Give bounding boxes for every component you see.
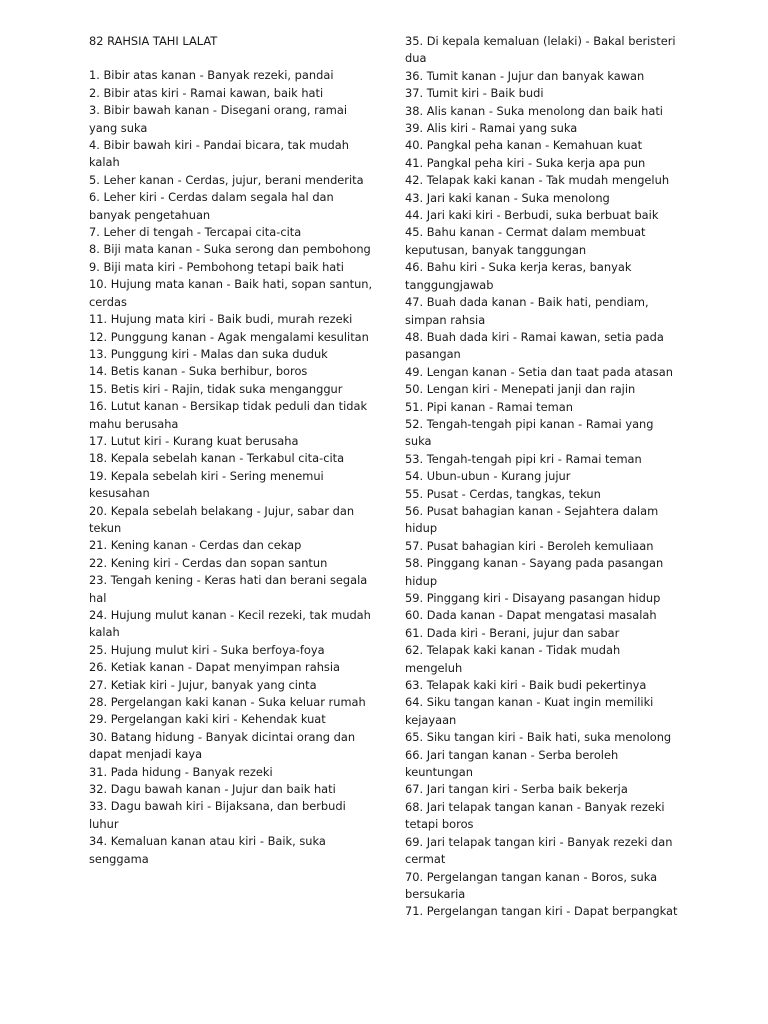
list-item: 7. Leher di tengah - Tercapai cita-cita [89, 225, 302, 240]
list-item: 66. Jari tangan kanan - Serba beroleh keuntungan [405, 747, 619, 780]
list-item: 57. Pusat bahagian kiri - Beroleh kemuliaan [405, 538, 654, 553]
list-item: 46. Bahu kiri - Suka kerja keras, banyak tanggungjawab [405, 260, 632, 292]
list-item: 56. Pusat bahagian kanan - Sejahtera dalam hidup [405, 503, 659, 536]
list-item: 11. Hujung mata kiri - Baik budi, murah rezeki [89, 312, 353, 327]
list-item: 69. Jari telapak tangan kiri - Banyak rezeki dan cermat [405, 834, 673, 867]
list-item: 23. Tengah kening - Keras hati dan berani segala hal [89, 573, 368, 605]
list-item: 64. Siku tangan kanan - Kuat ingin memiliki kejayaan [405, 695, 654, 727]
list-item: 40. Pangkal peha kanan - Kemahuan kuat [405, 138, 643, 153]
list-item: 17. Lutut kiri - Kurang kuat berusaha [89, 433, 299, 448]
list-item: 55. Pusat - Cerdas, tangkas, tekun [405, 486, 601, 501]
list-item: 32. Dagu bawah kanan - Jujur dan baik hati [89, 782, 336, 797]
list-item: 22. Kening kiri - Cerdas dan sopan santun [89, 555, 328, 570]
list-item: 62. Telapak kaki kanan - Tidak mudah mengeluh [405, 643, 621, 675]
list-item: 27. Ketiak kiri - Jujur, banyak yang cinta [89, 677, 317, 692]
list-item: 20. Kepala sebelah belakang - Jujur, sabar dan tekun [89, 503, 355, 535]
list-item: 2. Bibir atas kiri - Ramai kawan, baik hati [89, 85, 324, 100]
list-item: 6. Leher kiri - Cerdas dalam segala hal dan banyak pengetahuan [89, 190, 334, 222]
list-item: 68. Jari telapak tangan kanan - Banyak rezeki tetapi boros [405, 799, 665, 832]
list-item: 61. Dada kiri - Berani, jujur dan sabar [405, 625, 620, 640]
list-item: 31. Pada hidung - Banyak rezeki [89, 764, 273, 779]
list-item: 49. Lengan kanan - Setia dan taat pada atasan [405, 364, 673, 379]
list-item: 51. Pipi kanan - Ramai teman [405, 399, 573, 414]
list-item: 15. Betis kiri - Rajin, tidak suka menganggur [89, 381, 343, 396]
left-entry-list [89, 67, 374, 868]
list-item: 38. Alis kanan - Suka menolong dan baik hati [405, 103, 663, 118]
list-item: 33. Dagu bawah kiri - Bijaksana, dan berbudi luhur [89, 799, 346, 831]
list-item: 34. Kemaluan kanan atau kiri - Baik, suka senggama [89, 834, 326, 866]
list-item: 18. Kepala sebelah kanan - Terkabul cita-cita [89, 451, 345, 466]
list-item: 19. Kepala sebelah kiri - Sering menemui kesusahan [89, 468, 324, 501]
list-item: 28. Pergelangan kaki kanan - Suka keluar rumah [89, 695, 366, 710]
list-item: 30. Batang hidung - Banyak dicintai orang dan dapat menjadi kaya [89, 729, 356, 762]
list-item: 25. Hujung mulut kiri - Suka berfoya-foya [89, 642, 325, 657]
list-item: 50. Lengan kiri - Menepati janji dan rajin [405, 382, 636, 397]
list-item: 37. Tumit kiri - Baik budi [405, 86, 544, 101]
list-item: 16. Lutut kanan - Bersikap tidak peduli dan tidak mahu berusaha [89, 399, 368, 431]
list-item: 14. Betis kanan - Suka berhibur, boros [89, 364, 308, 379]
list-item: 39. Alis kiri - Ramai yang suka [405, 121, 578, 136]
list-item: 24. Hujung mulut kanan - Kecil rezeki, tak mudah kalah [89, 608, 371, 640]
list-item: 54. Ubun-ubun - Kurang jujur [405, 469, 571, 484]
right-column [405, 33, 680, 921]
list-item: 67. Jari tangan kiri - Serba baik bekerja [405, 782, 628, 797]
title-spacer [89, 50, 374, 67]
list-item: 8. Biji mata kanan - Suka serong dan pembohong [89, 242, 371, 257]
list-item: 13. Punggung kiri - Malas dan suka duduk [89, 346, 328, 361]
right-entry-list [405, 33, 680, 921]
list-item: 71. Pergelangan tangan kiri - Dapat berpangkat [405, 904, 678, 919]
list-item: 63. Telapak kaki kiri - Baik budi pekertinya [405, 678, 647, 693]
list-item: 70. Pergelangan tangan kanan - Boros, suka bersukaria [405, 869, 658, 901]
list-item: 47. Buah dada kanan - Baik hati, pendiam, simpan rahsia [405, 295, 649, 327]
document-title: 82 RAHSIA TAHI LALAT [89, 34, 218, 48]
list-item: 10. Hujung mata kanan - Baik hati, sopan santun, cerdas [89, 277, 373, 309]
list-item: 59. Pinggang kiri - Disayang pasangan hidup [405, 591, 661, 605]
list-item: 52. Tengah-tengah pipi kanan - Ramai yang suka [405, 416, 654, 449]
list-item: 45. Bahu kanan - Cermat dalam membuat keputusan, banyak tanggungan [405, 225, 646, 257]
list-item: 42. Telapak kaki kanan - Tak mudah mengeluh [405, 173, 670, 188]
list-item: 26. Ketiak kanan - Dapat menyimpan rahsia [89, 660, 341, 675]
list-item: 29. Pergelangan kaki kiri - Kehendak kuat [89, 712, 326, 727]
list-item: 9. Biji mata kiri - Pembohong tetapi baik hati [89, 259, 344, 274]
list-item: 44. Jari kaki kiri - Berbudi, suka berbuat baik [405, 208, 659, 223]
list-item: 43. Jari kaki kanan - Suka menolong [405, 190, 610, 205]
list-item: 65. Siku tangan kiri - Baik hati, suka menolong [405, 730, 672, 745]
left-column [89, 33, 374, 868]
list-item: 35. Di kepala kemaluan (lelaki) - Bakal beristeri dua [405, 34, 676, 66]
list-item: 58. Pinggang kanan - Sayang pada pasangan hidup [405, 556, 664, 588]
list-item: 41. Pangkal peha kiri - Suka kerja apa pun [405, 155, 646, 170]
list-item: 21. Kening kanan - Cerdas dan cekap [89, 538, 302, 553]
list-item: 3. Bibir bawah kanan - Disegani orang, ramai yang suka [89, 103, 347, 135]
list-item: 4. Bibir bawah kiri - Pandai bicara, tak mudah kalah [89, 138, 349, 170]
list-item: 12. Punggung kanan - Agak mengalami kesulitan [89, 329, 369, 344]
list-item: 60. Dada kanan - Dapat mengatasi masalah [405, 608, 657, 623]
list-item: 36. Tumit kanan - Jujur dan banyak kawan [405, 68, 645, 83]
list-item: 5. Leher kanan - Cerdas, jujur, berani menderita [89, 172, 364, 187]
list-item: 1. Bibir atas kanan - Banyak rezeki, pandai [89, 68, 334, 83]
list-item: 53. Tengah-tengah pipi kri - Ramai teman [405, 451, 642, 466]
list-item: 48. Buah dada kiri - Ramai kawan, setia pada pasangan [405, 329, 664, 362]
